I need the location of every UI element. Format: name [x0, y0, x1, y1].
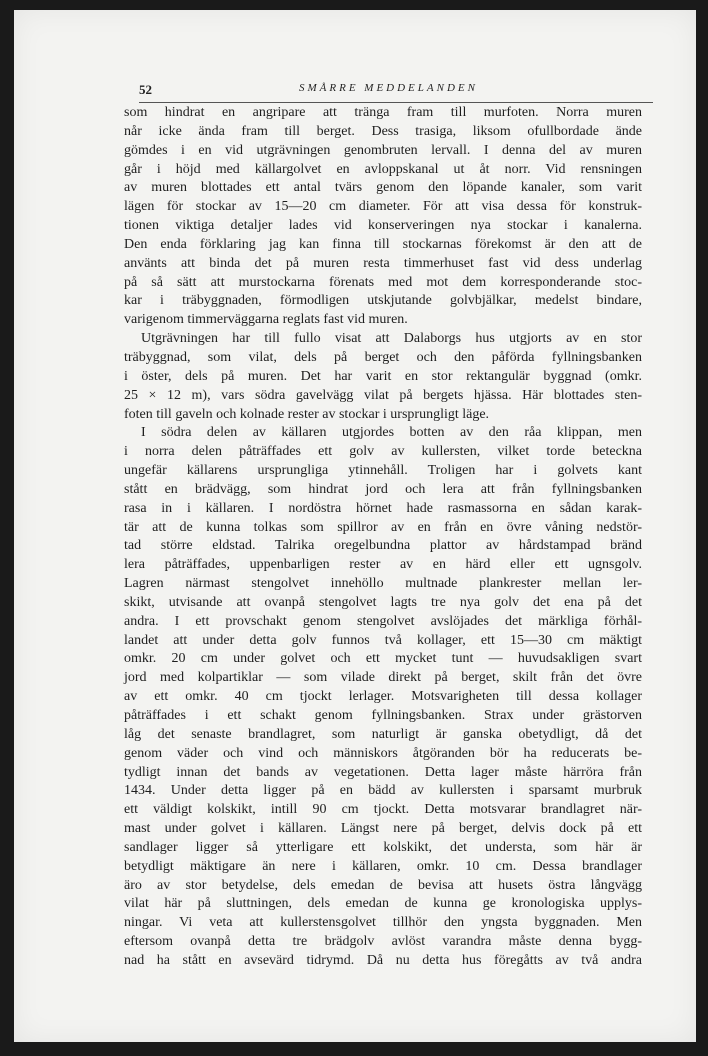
text-line: äro av stor betydelse, dels emedan de bevisa att husets östra långvägg [124, 877, 642, 893]
text-line: Lagren närmast stengolvet innehöllo multnade plankrester mellan ler- [124, 576, 642, 592]
body-text [124, 104, 642, 971]
text-line: går i höjd med källargolvet en avloppskanal ut åt norr. Vid rensningen [124, 161, 642, 177]
text-line: ungefär källarens ursprungliga ytinnehåll. Troligen har i golvets kant [124, 463, 642, 479]
text-line: genom väder och vind och människors åtgöranden bör ha reducerats be- [124, 745, 642, 761]
text-line: tär att de kunna tolkas som spillror av en från en övre våning nedstör- [124, 519, 642, 535]
text-line: som hindrat en angripare att tränga fram till murfoten. Norra muren [124, 105, 642, 120]
text-line: tydligt innan det bands av vegetationen. Detta lager måste härröra från [124, 764, 642, 780]
text-line: I södra delen av källaren utgjordes botten av den råa klippan, men [141, 425, 642, 441]
text-line: lägen för stockar av 15—20 cm diameter. För att visa dessa för konstruk- [124, 199, 642, 215]
text-line: Utgrävningen har till fullo visat att Dalaborgs hus utgjorts av en stor [141, 331, 642, 347]
text-line: träbyggnad, som vilat, dels på berget och den påförda fyllningsbanken [124, 349, 642, 365]
text-line: Den enda förklaring jag kan finna till stockarnas förekomst är den att de [124, 236, 642, 252]
text-line: i öster, dels på muren. Det har varit en stor rektangulär byggnad (omkr. [124, 368, 642, 384]
text-line: av muren blottades ett antal tvärs genom den löpande kanaler, som varit [124, 180, 642, 196]
text-line: 1434. Under detta ligger på en bädd av kullersten i sparsamt murbruk [124, 783, 642, 799]
text-line: av ett omkr. 40 cm tjockt lerlager. Motsvarigheten till dessa kollager [124, 689, 642, 705]
text-line: kar i träbyggnaden, förmodligen utskjutande golvbjälkar, medelst bindare, [124, 293, 642, 309]
text-line: varigenom timmerväggarna reglats fast vid muren. [124, 312, 408, 328]
text-line: betydligt mäktigare än nere i källaren, omkr. 10 cm. Dessa brandlager [124, 858, 642, 874]
text-line: foten till gaveln och kolnade rester av stockar i ursprungligt läge. [124, 406, 490, 422]
text-line: lera påträffades, uppenbarligen rester av en härd eller ett ugnsgolv. [124, 557, 642, 573]
text-line: rasa in i källaren. I nordöstra hörnet hade rasmassorna en sådan karak- [124, 500, 642, 516]
text-line: 25 × 12 m), vars södra gavelvägg vilat på bergets hjässa. Här blottades sten- [124, 387, 642, 403]
text-line: på så sätt att murstockarna förenats med mot dem korresponderande stoc- [124, 274, 642, 290]
text-line: vilat här på sluttningen, dels emedan de kunna ge kronologiska upplys- [124, 896, 642, 912]
running-header [139, 82, 653, 103]
text-line: tionen viktiga detaljer lades vid konserveringen nya stockar i kanalerna. [124, 218, 642, 234]
text-line: landet att under detta golv funnos två kollager, ett 15—30 cm mäktigt [124, 632, 642, 648]
text-line: når icke ända fram till berget. Dess trasiga, liksom ofullbordade ände [124, 123, 642, 139]
text-line: skikt, utvisande att ovanpå stengolvet lagts tre nya golv det ena på det [124, 594, 642, 610]
text-line: använts att binda det på muren resta timmerhuset fast vid dess underlag [124, 255, 642, 271]
text-line: påträffades i ett schakt genom fyllningsbanken. Strax under grästorven [124, 708, 642, 723]
running-title: SMÅRRE MEDDELANDEN [299, 82, 478, 94]
text-line: omkr. 20 cm under golvet och ett mycket tunt — huvudsakligen svart [124, 651, 642, 667]
text-line: tad större eldstad. Talrika oregelbundna plattor av hårdstampad bränd [124, 538, 642, 554]
text-line: gömdes i en vid utgrävningen genombruten lervall. I denna del av muren [124, 142, 642, 158]
text-line: jord med kolpartiklar — som vilade direkt på berget, skilt från det övre [124, 670, 642, 686]
text-line: nad ha stått en avsevärd tidrymd. Då nu detta hus föregåtts av två andra [124, 952, 642, 968]
text-line: ett väldigt kolskikt, intill 90 cm tjockt. Detta motsvarar brandlagret när- [124, 802, 642, 818]
text-line: i norra delen påträffades ett golv av kullersten, vilket torde beteckna [124, 444, 642, 460]
page-number: 52 [139, 82, 152, 97]
text-line: sandlager ligger så ytterligare ett kolskikt, det understa, som här är [124, 839, 642, 855]
text-line: låg det senaste brandlagret, som naturligt är ganska obetydligt, då det [124, 726, 642, 742]
text-line: andra. I ett provschakt genom stengolvet avslöjades det märkliga förhål- [124, 613, 642, 629]
text-line: mast under golvet i källaren. Längst nere på berget, delvis dock på ett [124, 821, 642, 837]
text-line: ningar. Vi veta att kullerstensgolvet tillhör den yngsta byggnaden. Men [124, 915, 642, 931]
text-line: stått en brädvägg, som hindrat jord och lera att från fyllningsbanken [124, 481, 642, 497]
text-line: eftersom ovanpå detta tre brädgolv avlöst varandra måste denna bygg- [124, 934, 642, 950]
